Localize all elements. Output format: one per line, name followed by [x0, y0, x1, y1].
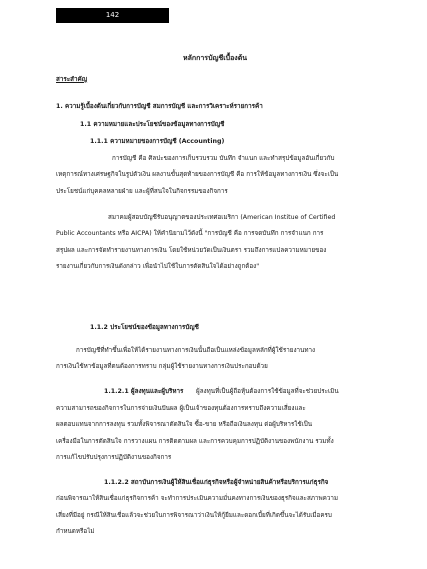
paragraph-line: สรุปผล และการจัดทำรายงานทางการเงิน โดยใช้หน่วยวัดเป็นเงินตรา รวมถึงการแปลความหมายของ [56, 247, 327, 254]
paragraph-line: การแก้ไขปรับปรุงการปฏิบัติงานของกิจการ [56, 454, 172, 461]
paragraph-line: เครื่องมือในการตัดสินใจ การวางแผน การติดตามผล และการควบคุมการปฏิบัติงานของพนักงาน รวมทั้ง [56, 438, 334, 445]
paragraph-line: ผลตอบแทนจากการลงทุน รวมทั้งพิจารณาตัดสินใจ ซื้อ-ขาย หรือถือเงินลงทุน ต่อผู้บริหารใช้เป็น [56, 421, 313, 428]
paragraph-line: รายงานเกี่ยวกับการเงินดังกล่าว เพื่อนำไปใช้ในการตัดสินใจได้อย่างถูกต้อง" [56, 263, 260, 270]
heading-1: 1. ความรู้เบื้องต้นเกี่ยวกับการบัญชี สมการบัญชี และการวิเคราะห์รายการค้า [56, 103, 263, 110]
section-label: สาระสำคัญ [56, 76, 88, 83]
paragraph-line: Public Accountants หรือ AICPA) ให้คำนิยามไว้ดังนี้ "การบัญชี คือ การจดบันทึก การจำแนก การ [56, 230, 324, 237]
paragraph-line: การบัญชีที่ทำขึ้นเพื่อให้ได้รายงานทางการเงินนั้นถือเป็นแหล่งข้อมูลหลักที่ผู้ใช้รายงานทาง [76, 347, 316, 354]
paragraph-line: ความสามารถของกิจการในการจ่ายเงินปันผล ผู้เป็นเจ้าของทุนต้องการทราบถึงความเสี่ยงและ [56, 405, 306, 412]
heading-1-1-1: 1.1.1 ความหมายของการบัญชี (Accounting) [90, 138, 225, 145]
paragraph-line: เหตุการณ์ทางเศรษฐกิจในรูปตัวเงิน ผลงานขั้นสุดท้ายของการบัญชี คือ การให้ข้อมูลทางการเงิน ซึ่งจะเป็น [56, 171, 339, 178]
paragraph-line: ผู้ลงทุนที่เป็นผู้ถือหุ้นต้องการใช้ข้อมูลที่จะช่วยประเมิน [196, 388, 339, 395]
heading-1-1-2-1: 1.1.2.1 ผู้ลงทุนและผู้บริหาร [104, 388, 184, 395]
paragraph-line: การเงินใช้หาข้อมูลที่ตนต้องการทราบ กลุ่มผู้ใช้รายงานทางการเงินประกอบด้วย [56, 363, 268, 370]
paragraph-line: การบัญชี คือ ศิลปะของการเก็บรวบรวม บันทึก จำแนก และทำสรุปข้อมูลอันเกี่ยวกับ [112, 155, 335, 162]
paragraph-line: สมาคมผู้สอบบัญชีรับอนุญาตของประเทศอเมริกา (American Institue of Certified [108, 214, 336, 221]
page-title: หลักการบัญชีเบื้องต้น [183, 54, 248, 62]
paragraph-line: เสี่ยงที่มีอยู่ กรณีให้สินเชื่อแล้วจะช่วยในการพิจารณาว่าเงินให้กู้ยืมและดอกเบี้ยที่เกิดขึ้นจะได้รับเมื่อครบ [56, 512, 332, 519]
page-number-badge: 142 [56, 8, 169, 23]
paragraph-line: กำหนดหรือไม่ [56, 528, 95, 535]
heading-1-1-2-2: 1.1.2.2 สถาบันการเงินผู้ให้สินเชื่อแก่ธุรกิจหรือผู้จำหน่ายสินค้าหรือบริการแก่ธุรกิจ [104, 479, 329, 486]
heading-1-1: 1.1 ความหมายและประโยชน์ของข้อมูลทางการบัญชี [80, 121, 225, 128]
paragraph-line: ก่อนพิจารณาให้สินเชื่อแก่ธุรกิจการค้า จะทำการประเมินความมั่นคงทางการเงินของธุรกิจและสภาพความ [56, 495, 339, 502]
paragraph-line: ประโยชน์แก่บุคคลหลายฝ่าย และผู้ที่สนใจในกิจกรรมของกิจการ [56, 188, 228, 195]
heading-1-1-2: 1.1.2 ประโยชน์ของข้อมูลทางการบัญชี [90, 324, 199, 331]
